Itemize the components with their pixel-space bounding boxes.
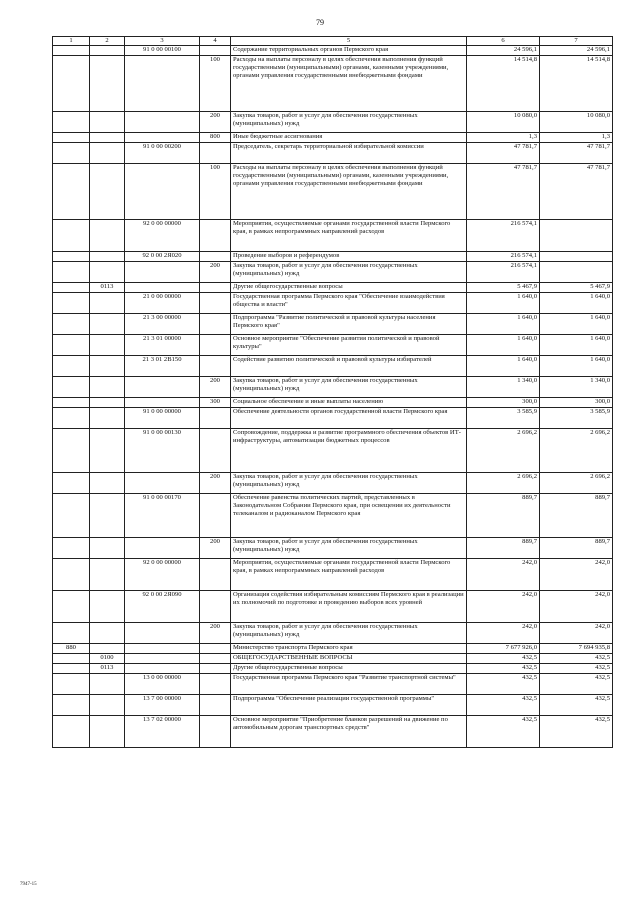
cell-amount-col6: 47 781,7 — [467, 164, 540, 220]
cell-name: Мероприятия, осуществляемые органами государственной власти Пермского края, в рамках непрограммных направлений расходов — [231, 220, 467, 252]
cell-expense-type — [200, 408, 231, 429]
cell-name: Расходы на выплаты персоналу в целях обеспечения выполнения функций государственными (муниципальными) органами, казенными учреждениями, органами управления государственными внебюджетными фондами — [231, 56, 467, 112]
table-row — [53, 314, 613, 335]
cell-ministry-code: 880 — [53, 644, 90, 654]
cell-ministry-code — [53, 429, 90, 473]
cell-ministry-code — [53, 623, 90, 644]
cell-ministry-code — [53, 262, 90, 283]
table-row — [53, 408, 613, 429]
cell-amount-col7: 1 340,0 — [540, 377, 613, 398]
cell-amount-col7: 10 080,0 — [540, 112, 613, 133]
cell-expense-type — [200, 283, 231, 293]
cell-target-code: 13 7 00 00000 — [125, 695, 200, 716]
cell-expense-type — [200, 654, 231, 664]
cell-amount-col7: 889,7 — [540, 494, 613, 538]
table-row — [53, 674, 613, 695]
cell-section-code — [90, 314, 125, 335]
cell-section-code — [90, 133, 125, 143]
cell-section-code — [90, 695, 125, 716]
cell-expense-type — [200, 664, 231, 674]
cell-amount-col7: 1 640,0 — [540, 356, 613, 377]
cell-amount-col7: 47 781,7 — [540, 164, 613, 220]
cell-name: Другие общегосударственные вопросы — [231, 664, 467, 674]
cell-amount-col6: 10 080,0 — [467, 112, 540, 133]
cell-amount-col7: 47 781,7 — [540, 143, 613, 164]
cell-target-code: 92 0 00 00000 — [125, 220, 200, 252]
table-row — [53, 356, 613, 377]
cell-name: Государственная программа Пермского края "Обеспечение взаимодействия общества и власти" — [231, 293, 467, 314]
cell-amount-col6: 7 677 926,0 — [467, 644, 540, 654]
cell-target-code: 91 0 00 00000 — [125, 408, 200, 429]
cell-ministry-code — [53, 220, 90, 252]
cell-amount-col6: 47 781,7 — [467, 143, 540, 164]
cell-ministry-code — [53, 164, 90, 220]
table-row — [53, 538, 613, 559]
cell-expense-type — [200, 220, 231, 252]
cell-amount-col6: 242,0 — [467, 591, 540, 623]
cell-expense-type — [200, 494, 231, 538]
cell-ministry-code — [53, 143, 90, 164]
cell-section-code — [90, 46, 125, 56]
cell-amount-col6: 216 574,1 — [467, 252, 540, 262]
cell-amount-col7 — [540, 252, 613, 262]
cell-target-code — [125, 473, 200, 494]
cell-section-code — [90, 494, 125, 538]
cell-amount-col7: 5 467,9 — [540, 283, 613, 293]
table-row — [53, 623, 613, 644]
cell-section-code — [90, 559, 125, 591]
cell-amount-col7: 2 696,2 — [540, 429, 613, 473]
table-row — [53, 654, 613, 664]
cell-ministry-code — [53, 252, 90, 262]
cell-name: Председатель, секретарь территориальной избирательной комиссии — [231, 143, 467, 164]
cell-section-code: 0113 — [90, 283, 125, 293]
cell-amount-col6: 242,0 — [467, 559, 540, 591]
cell-expense-type — [200, 591, 231, 623]
table-row — [53, 398, 613, 408]
page-number: 79 — [316, 18, 324, 27]
cell-section-code — [90, 262, 125, 283]
cell-section-code — [90, 644, 125, 654]
cell-expense-type: 100 — [200, 56, 231, 112]
cell-expense-type — [200, 143, 231, 164]
cell-target-code — [125, 664, 200, 674]
cell-amount-col6: 2 696,2 — [467, 429, 540, 473]
cell-target-code: 21 0 00 00000 — [125, 293, 200, 314]
cell-amount-col6: 432,5 — [467, 716, 540, 748]
cell-ministry-code — [53, 559, 90, 591]
cell-amount-col6: 242,0 — [467, 623, 540, 644]
cell-target-code: 91 0 00 00130 — [125, 429, 200, 473]
cell-section-code — [90, 473, 125, 494]
cell-section-code — [90, 623, 125, 644]
table-row — [53, 429, 613, 473]
cell-target-code — [125, 112, 200, 133]
cell-name: Основное мероприятие "Приобретение бланков разрешений на движение по автомобильным дорогам транспортных средств" — [231, 716, 467, 748]
cell-name: Другие общегосударственные вопросы — [231, 283, 467, 293]
cell-expense-type — [200, 559, 231, 591]
cell-ministry-code — [53, 56, 90, 112]
cell-amount-col7 — [540, 262, 613, 283]
cell-amount-col6: 1 640,0 — [467, 356, 540, 377]
cell-section-code — [90, 716, 125, 748]
cell-amount-col7: 2 696,2 — [540, 473, 613, 494]
cell-target-code — [125, 56, 200, 112]
cell-amount-col7: 3 585,9 — [540, 408, 613, 429]
cell-expense-type — [200, 644, 231, 654]
col-header: 3 — [125, 37, 200, 46]
cell-amount-col7: 1 640,0 — [540, 314, 613, 335]
table-row — [53, 133, 613, 143]
cell-amount-col7: 432,5 — [540, 695, 613, 716]
cell-amount-col6: 3 585,9 — [467, 408, 540, 429]
cell-name: Закупка товаров, работ и услуг для обеспечения государственных (муниципальных) нужд — [231, 473, 467, 494]
cell-target-code — [125, 164, 200, 220]
cell-name: ОБЩЕГОСУДАРСТВЕННЫЕ ВОПРОСЫ — [231, 654, 467, 664]
cell-ministry-code — [53, 695, 90, 716]
cell-target-code — [125, 398, 200, 408]
cell-target-code — [125, 538, 200, 559]
cell-section-code: 0100 — [90, 654, 125, 664]
cell-expense-type: 100 — [200, 164, 231, 220]
cell-amount-col7: 432,5 — [540, 664, 613, 674]
cell-name: Проведение выборов и референдумов — [231, 252, 467, 262]
cell-target-code: 21 3 01 00000 — [125, 335, 200, 356]
cell-section-code: 0113 — [90, 664, 125, 674]
cell-target-code: 91 0 00 00170 — [125, 494, 200, 538]
cell-expense-type — [200, 314, 231, 335]
cell-amount-col7: 1 640,0 — [540, 335, 613, 356]
table-row — [53, 112, 613, 133]
cell-amount-col6: 432,5 — [467, 695, 540, 716]
cell-expense-type: 200 — [200, 623, 231, 644]
cell-amount-col7: 242,0 — [540, 559, 613, 591]
table-row — [53, 664, 613, 674]
cell-expense-type: 200 — [200, 538, 231, 559]
cell-ministry-code — [53, 664, 90, 674]
table-row — [53, 293, 613, 314]
cell-amount-col6: 5 467,9 — [467, 283, 540, 293]
cell-expense-type: 200 — [200, 262, 231, 283]
cell-amount-col7: 300,0 — [540, 398, 613, 408]
cell-ministry-code — [53, 674, 90, 695]
cell-ministry-code — [53, 46, 90, 56]
cell-section-code — [90, 408, 125, 429]
cell-ministry-code — [53, 591, 90, 623]
cell-expense-type — [200, 429, 231, 473]
cell-amount-col6: 1 640,0 — [467, 293, 540, 314]
cell-amount-col6: 24 596,1 — [467, 46, 540, 56]
cell-amount-col7: 432,5 — [540, 654, 613, 664]
cell-amount-col7: 432,5 — [540, 674, 613, 695]
table-row — [53, 46, 613, 56]
cell-section-code — [90, 398, 125, 408]
cell-expense-type — [200, 716, 231, 748]
cell-ministry-code — [53, 133, 90, 143]
cell-name: Закупка товаров, работ и услуг для обеспечения государственных (муниципальных) нужд — [231, 538, 467, 559]
cell-name: Министерство транспорта Пермского края — [231, 644, 467, 654]
cell-name: Иные бюджетные ассигнования — [231, 133, 467, 143]
cell-ministry-code — [53, 356, 90, 377]
cell-amount-col7: 24 596,1 — [540, 46, 613, 56]
cell-amount-col7: 432,5 — [540, 716, 613, 748]
cell-amount-col7: 1,3 — [540, 133, 613, 143]
table-row — [53, 716, 613, 748]
table-row — [53, 335, 613, 356]
cell-section-code — [90, 538, 125, 559]
table-row — [53, 473, 613, 494]
cell-name: Мероприятия, осуществляемые органами государственной власти Пермского края, в рамках непрограммных направлений расходов — [231, 559, 467, 591]
cell-section-code — [90, 429, 125, 473]
cell-amount-col6: 216 574,1 — [467, 220, 540, 252]
cell-section-code — [90, 220, 125, 252]
cell-name: Обеспечение равенства политических партий, представленных в Законодательном Собрании Пермского края, при освещении их деятельности телеканалом и радиоканалом Пермского края — [231, 494, 467, 538]
footer-code: 7947-15 — [20, 882, 37, 887]
cell-amount-col7: 889,7 — [540, 538, 613, 559]
cell-expense-type — [200, 674, 231, 695]
cell-amount-col6: 1 640,0 — [467, 314, 540, 335]
cell-amount-col6: 432,5 — [467, 654, 540, 664]
cell-ministry-code — [53, 408, 90, 429]
table-row — [53, 494, 613, 538]
col-header: 7 — [540, 37, 613, 46]
cell-amount-col7: 242,0 — [540, 591, 613, 623]
cell-expense-type — [200, 293, 231, 314]
cell-section-code — [90, 377, 125, 398]
cell-amount-col6: 14 514,8 — [467, 56, 540, 112]
cell-name: Расходы на выплаты персоналу в целях обеспечения выполнения функций государственными (муниципальными) органами, казенными учреждениями, органами управления государственными внебюджетными фондами — [231, 164, 467, 220]
cell-target-code — [125, 133, 200, 143]
cell-amount-col6: 889,7 — [467, 538, 540, 559]
cell-section-code — [90, 143, 125, 164]
col-header: 2 — [90, 37, 125, 46]
table-row — [53, 252, 613, 262]
table-row — [53, 695, 613, 716]
cell-name: Обеспечение деятельности органов государственной власти Пермского края — [231, 408, 467, 429]
cell-section-code — [90, 293, 125, 314]
cell-amount-col6: 1,3 — [467, 133, 540, 143]
cell-amount-col6: 216 574,1 — [467, 262, 540, 283]
header-row — [53, 37, 613, 46]
cell-expense-type — [200, 46, 231, 56]
cell-name: Организация содействия избирательным комиссиям Пермского края в реализации их полномочий по подготовке и проведению выборов всех уровней — [231, 591, 467, 623]
cell-expense-type: 200 — [200, 473, 231, 494]
col-header: 4 — [200, 37, 231, 46]
cell-name: Социальное обеспечение и иные выплаты населению — [231, 398, 467, 408]
cell-ministry-code — [53, 283, 90, 293]
cell-ministry-code — [53, 335, 90, 356]
table-row — [53, 262, 613, 283]
cell-ministry-code — [53, 473, 90, 494]
cell-amount-col7 — [540, 220, 613, 252]
cell-target-code — [125, 654, 200, 664]
cell-expense-type — [200, 335, 231, 356]
cell-ministry-code — [53, 314, 90, 335]
col-header: 5 — [231, 37, 467, 46]
cell-expense-type: 300 — [200, 398, 231, 408]
cell-name: Закупка товаров, работ и услуг для обеспечения государственных (муниципальных) нужд — [231, 377, 467, 398]
cell-amount-col7: 14 514,8 — [540, 56, 613, 112]
table-row — [53, 56, 613, 112]
cell-name: Закупка товаров, работ и услуг для обеспечения государственных (муниципальных) нужд — [231, 262, 467, 283]
cell-expense-type: 200 — [200, 377, 231, 398]
table-row — [53, 220, 613, 252]
cell-amount-col6: 2 696,2 — [467, 473, 540, 494]
cell-name: Подпрограмма "Развитие политической и правовой культуры населения Пермского края" — [231, 314, 467, 335]
cell-name: Подпрограмма "Обеспечение реализации государственной программы" — [231, 695, 467, 716]
cell-target-code: 92 0 00 2Я090 — [125, 591, 200, 623]
cell-target-code: 21 3 01 2В150 — [125, 356, 200, 377]
cell-amount-col6: 1 340,0 — [467, 377, 540, 398]
cell-target-code: 92 0 00 2Я020 — [125, 252, 200, 262]
cell-amount-col6: 432,5 — [467, 674, 540, 695]
cell-expense-type — [200, 695, 231, 716]
cell-target-code — [125, 644, 200, 654]
cell-ministry-code — [53, 494, 90, 538]
cell-section-code — [90, 356, 125, 377]
cell-name: Содержание территориальных органов Пермского края — [231, 46, 467, 56]
table-row — [53, 559, 613, 591]
cell-expense-type: 200 — [200, 112, 231, 133]
cell-ministry-code — [53, 293, 90, 314]
cell-expense-type — [200, 356, 231, 377]
col-header: 1 — [53, 37, 90, 46]
cell-ministry-code — [53, 716, 90, 748]
col-header: 6 — [467, 37, 540, 46]
cell-target-code — [125, 262, 200, 283]
cell-target-code: 92 0 00 00000 — [125, 559, 200, 591]
cell-target-code — [125, 623, 200, 644]
cell-amount-col6: 300,0 — [467, 398, 540, 408]
cell-target-code: 21 3 00 00000 — [125, 314, 200, 335]
cell-ministry-code — [53, 377, 90, 398]
table-row — [53, 143, 613, 164]
cell-amount-col6: 889,7 — [467, 494, 540, 538]
cell-section-code — [90, 591, 125, 623]
cell-amount-col6: 1 640,0 — [467, 335, 540, 356]
cell-section-code — [90, 164, 125, 220]
table-row — [53, 644, 613, 654]
table-row — [53, 591, 613, 623]
cell-amount-col7: 242,0 — [540, 623, 613, 644]
cell-section-code — [90, 252, 125, 262]
cell-name: Закупка товаров, работ и услуг для обеспечения государственных (муниципальных) нужд — [231, 112, 467, 133]
cell-ministry-code — [53, 112, 90, 133]
cell-name: Государственная программа Пермского края "Развитие транспортной системы" — [231, 674, 467, 695]
cell-target-code: 13 0 00 00000 — [125, 674, 200, 695]
cell-section-code — [90, 674, 125, 695]
table-row — [53, 283, 613, 293]
cell-name: Сопровождение, поддержка и развитие программного обеспечения объектов ИТ-инфраструктуры, автоматизации бюджетных процессов — [231, 429, 467, 473]
cell-name: Основное мероприятие "Обеспечение развития политической и правовой культуры" — [231, 335, 467, 356]
cell-target-code: 91 0 00 00100 — [125, 46, 200, 56]
cell-amount-col7: 7 694 935,8 — [540, 644, 613, 654]
cell-target-code: 91 0 00 00200 — [125, 143, 200, 164]
cell-section-code — [90, 335, 125, 356]
cell-section-code — [90, 56, 125, 112]
budget-table — [52, 36, 613, 748]
cell-amount-col6: 432,5 — [467, 664, 540, 674]
cell-ministry-code — [53, 538, 90, 559]
table-row — [53, 377, 613, 398]
cell-name: Содействие развитию политической и правовой культуры избирателей — [231, 356, 467, 377]
cell-section-code — [90, 112, 125, 133]
cell-ministry-code — [53, 654, 90, 664]
cell-target-code — [125, 377, 200, 398]
cell-amount-col7: 1 640,0 — [540, 293, 613, 314]
cell-ministry-code — [53, 398, 90, 408]
cell-expense-type: 800 — [200, 133, 231, 143]
table-row — [53, 164, 613, 220]
cell-target-code: 13 7 02 00000 — [125, 716, 200, 748]
cell-name: Закупка товаров, работ и услуг для обеспечения государственных (муниципальных) нужд — [231, 623, 467, 644]
cell-expense-type — [200, 252, 231, 262]
cell-target-code — [125, 283, 200, 293]
